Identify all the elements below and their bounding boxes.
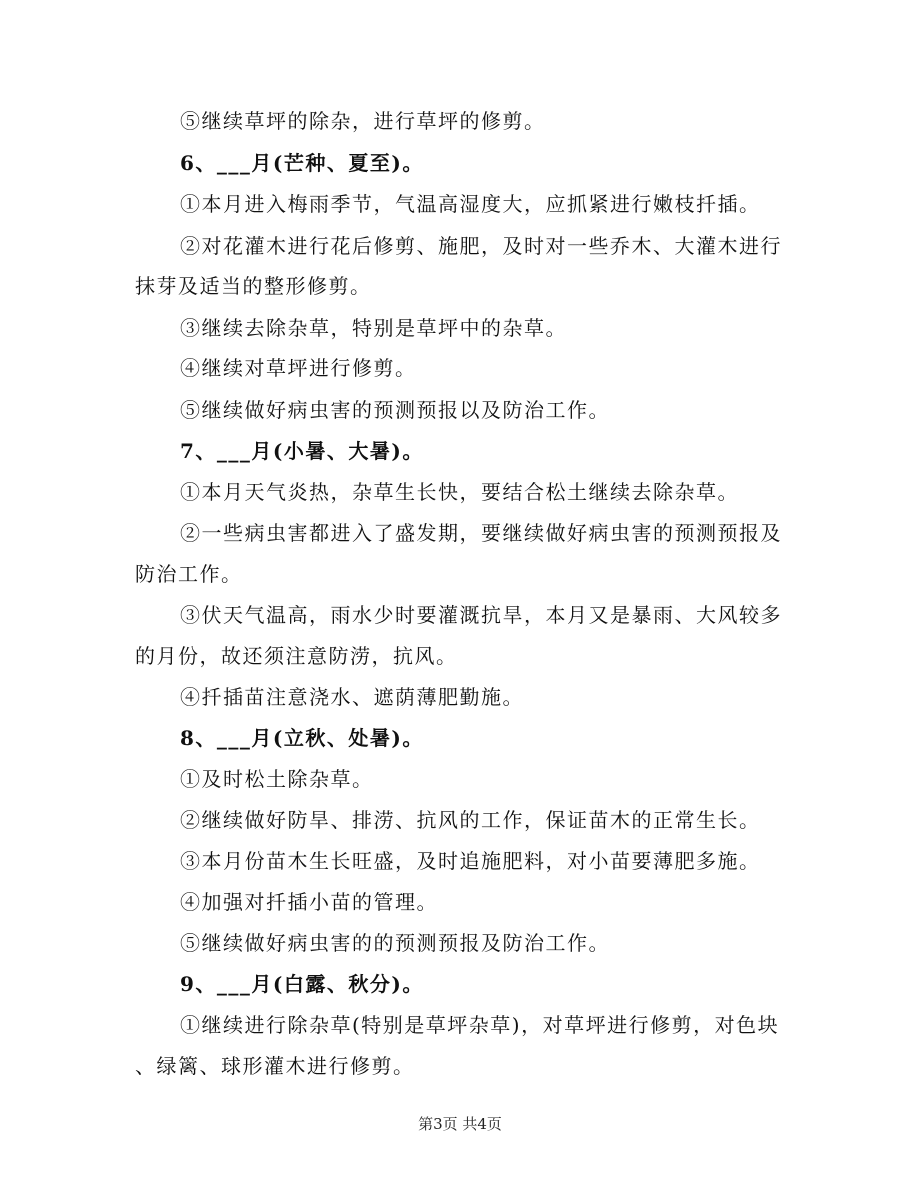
section-heading-august: 8、___月(立秋、处暑)。	[180, 726, 424, 750]
paragraph-continuation: 抹芽及适当的整形修剪。	[135, 274, 372, 298]
section-heading-june: 6、___月(芒种、夏至)。	[180, 151, 424, 175]
paragraph-line: ①本月天气炎热，杂草生长快，要结合松土继续去除杂草。	[180, 480, 739, 504]
page-number: 第3页 共4页	[418, 1115, 502, 1133]
paragraph-line: ①本月进入梅雨季节，气温高湿度大，应抓紧进行嫩枝扦插。	[180, 192, 761, 216]
paragraph-continuation: 防治工作。	[135, 562, 243, 586]
paragraph-line: ③本月份苗木生长旺盛，及时追施肥料，对小苗要薄肥多施。	[180, 849, 761, 873]
paragraph-line: ③继续去除杂草，特别是草坪中的杂草。	[180, 316, 567, 340]
paragraph-line: ⑤继续草坪的除杂，进行草坪的修剪。	[180, 109, 546, 133]
paragraph-line: ②对花灌木进行花后修剪、施肥，及时对一些乔木、大灌木进行	[180, 234, 782, 258]
paragraph-line: ④加强对扦插小苗的管理。	[180, 890, 438, 914]
paragraph-line: ②继续做好防旱、排涝、抗风的工作，保证苗木的正常生长。	[180, 808, 761, 832]
paragraph-continuation: 的月份，故还须注意防涝，抗风。	[135, 644, 458, 668]
paragraph-line: ③伏天气温高，雨水少时要灌溉抗旱，本月又是暴雨、大风较多	[180, 603, 782, 627]
paragraph-continuation: 、绿篱、球形灌木进行修剪。	[135, 1054, 415, 1078]
paragraph-line: ④扦插苗注意浇水、遮荫薄肥勤施。	[180, 685, 524, 709]
paragraph-line: ②一些病虫害都进入了盛发期，要继续做好病虫害的预测预报及	[180, 521, 782, 545]
paragraph-line: ④继续对草坪进行修剪。	[180, 356, 417, 380]
section-heading-september: 9、___月(白露、秋分)。	[180, 972, 424, 996]
paragraph-line: ⑤继续做好病虫害的的预测预报及防治工作。	[180, 931, 610, 955]
paragraph-line: ①继续进行除杂草(特别是草坪杂草)，对草坪进行修剪，对色块	[180, 1013, 780, 1037]
section-heading-july: 7、___月(小暑、大暑)。	[180, 439, 424, 463]
paragraph-line: ⑤继续做好病虫害的预测预报以及防治工作。	[180, 398, 610, 422]
paragraph-line: ①及时松土除杂草。	[180, 767, 374, 791]
